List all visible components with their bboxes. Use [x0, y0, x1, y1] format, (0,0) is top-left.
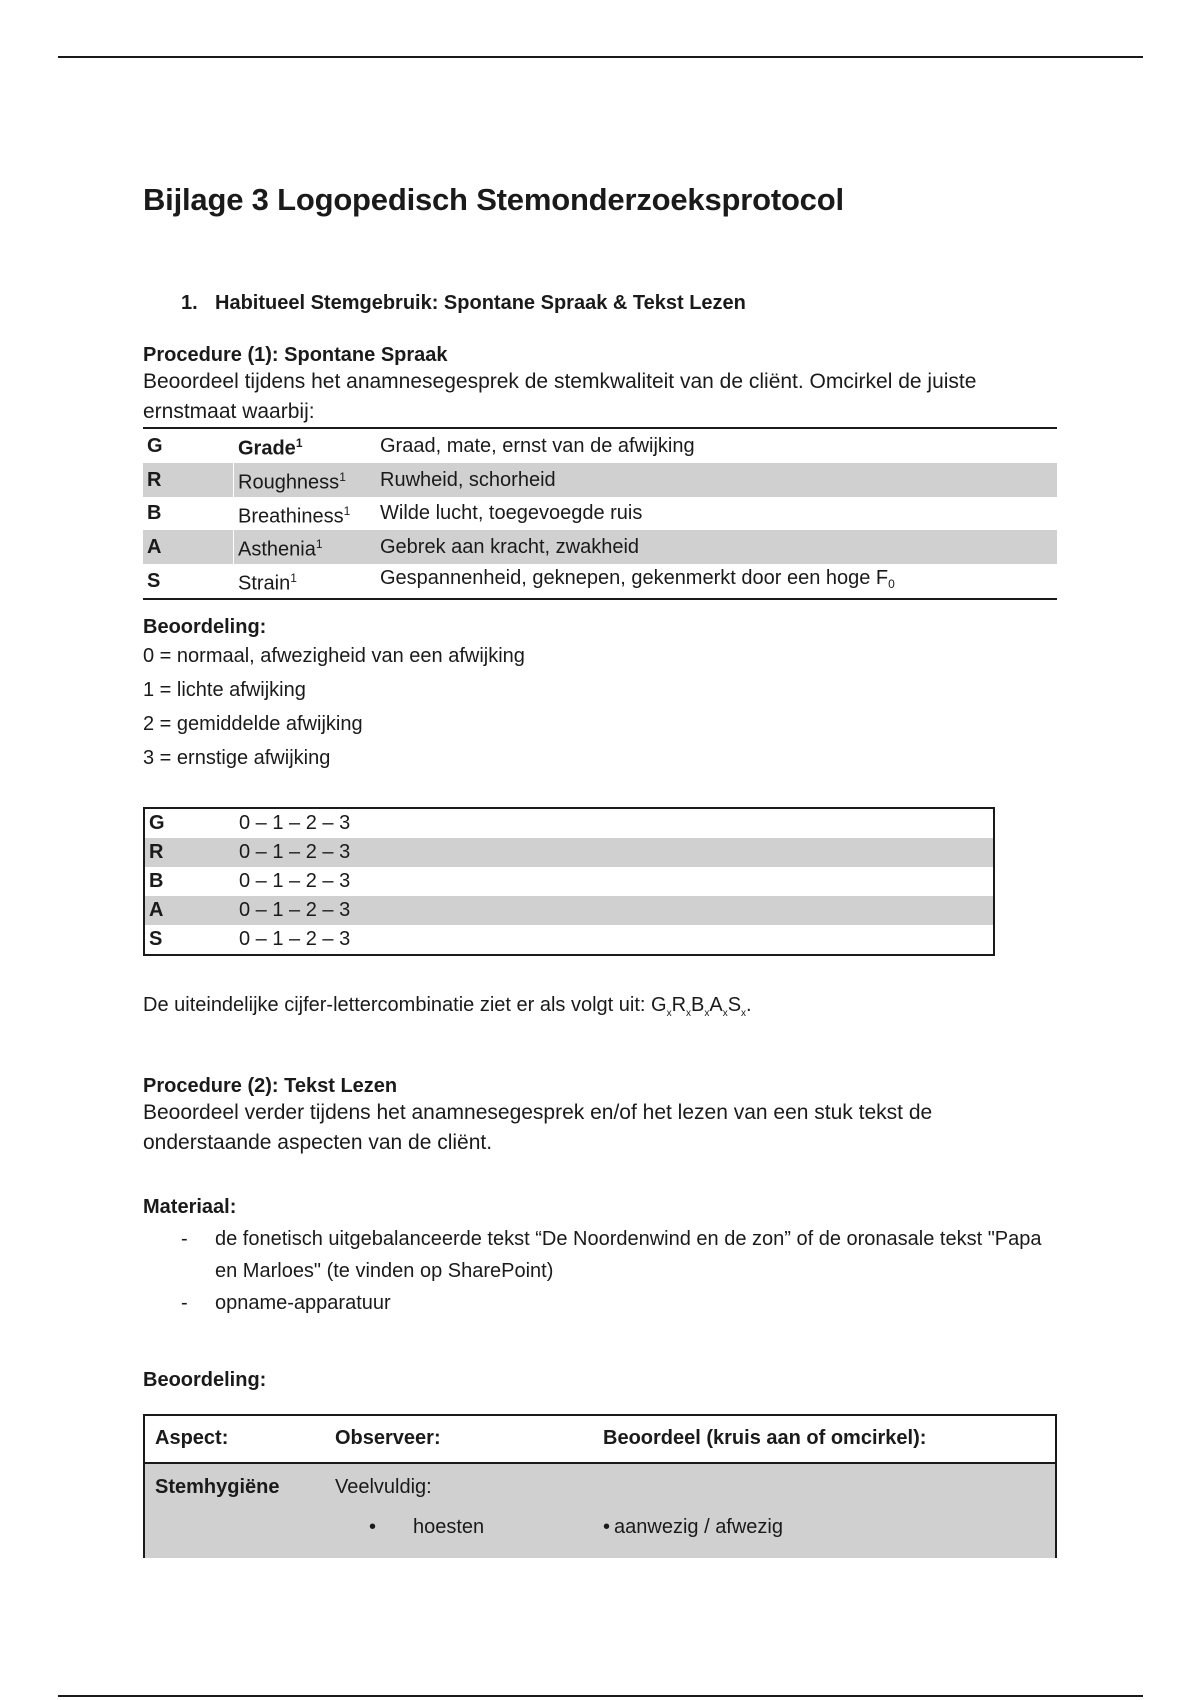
table-row — [144, 808, 994, 838]
assessment-option[interactable]: • aanwezig / afwezig — [593, 1508, 1056, 1558]
header-rule — [58, 56, 1143, 58]
aspect-name: Stemhygiëne — [144, 1463, 325, 1508]
procedure-1-heading: Procedure (1): Spontane Spraak — [143, 344, 448, 367]
grbas-description: Gespannenheid, geknepen, gekenmerkt door een hoge $F_0$ — [380, 566, 895, 591]
scale-line: 1 = lichte afwijking — [143, 678, 306, 701]
grbas-description: Wilde lucht, toegevoegde ruis — [380, 502, 643, 525]
final-combination: De uiteindelijke cijfer-lettercombinatie ziet er als volgt uit: $G_xR_xB_xA_xS_x$. — [143, 993, 752, 1019]
table-row — [144, 896, 994, 925]
grbas-description: Gebrek aan kracht, zwakheid — [376, 530, 1057, 564]
section-number: 1. — [181, 292, 198, 315]
procedure-1 — [143, 344, 1063, 427]
table-row — [144, 838, 994, 867]
table-header-row — [144, 1415, 1056, 1463]
table-row — [144, 1508, 1056, 1558]
grbas-term: Strain$^1$ — [234, 564, 377, 599]
table-row — [144, 925, 994, 955]
footer-rule — [58, 1695, 1143, 1697]
scale-letter: G — [149, 811, 165, 834]
section-title: Habitueel Stemgebruik: Spontane Spraak & Tekst Lezen — [215, 292, 746, 315]
procedure-2 — [143, 1075, 1063, 1158]
grbas-letter: B — [147, 502, 162, 525]
table-row — [144, 867, 994, 896]
grbas-term: Asthenia$^1$ — [234, 530, 377, 564]
grbas-letter: A — [143, 530, 234, 564]
bullet-icon: • — [369, 1515, 377, 1538]
grbas-description: Ruwheid, schorheid — [376, 463, 1057, 497]
list-item: - opname-apparatuur — [181, 1291, 391, 1314]
beoordeling-2 — [143, 1369, 1063, 1392]
scale-letter: B — [149, 869, 164, 892]
grbas-term: Grade$^1$ — [234, 428, 377, 463]
column-header-observeer: Observeer: — [325, 1415, 593, 1463]
page-title: Bijlage 3 Logopedisch Stemonderzoeksprotocol — [143, 182, 844, 217]
observe-label: Veelvuldig: — [325, 1463, 593, 1508]
page-content — [143, 180, 1063, 1558]
bullet-icon: • — [603, 1515, 611, 1538]
grbas-letter: S — [147, 569, 161, 592]
scale-letter: R — [144, 838, 235, 867]
empty-cell — [144, 1508, 325, 1558]
scale-letter: A — [144, 896, 235, 925]
empty-cell — [593, 1463, 1056, 1508]
table-row — [144, 1463, 1056, 1508]
column-header-aspect: Aspect: — [144, 1415, 325, 1463]
procedure-1-text: Beoordeel tijdens het anamnesegesprek de stemkwaliteit van de cliënt. Omcirkel de juiste ernstmaat waarbij: — [143, 370, 977, 424]
grbas-term: Breathiness$^1$ — [234, 497, 377, 531]
beoordeling-1-heading: Beoordeling: — [143, 615, 267, 638]
beoordeling-1 — [143, 616, 1063, 775]
column-header-beoordeel: Beoordeel (kruis aan of omcirkel): — [593, 1415, 1056, 1463]
scale-options[interactable]: 0 – 1 – 2 – 3 — [235, 896, 994, 925]
scale-line: 0 = normaal, afwezigheid van een afwijking — [143, 644, 525, 667]
grbas-letter: G — [147, 435, 163, 458]
scale-options[interactable]: 0 – 1 – 2 – 3 — [239, 811, 351, 834]
table-row — [143, 497, 1057, 531]
scale-options[interactable]: 0 – 1 – 2 – 3 — [235, 838, 994, 867]
table-row — [143, 428, 1057, 463]
scale-line: 2 = gemiddelde afwijking — [143, 712, 363, 735]
grbas-term: Roughness$^1$ — [234, 463, 377, 497]
materiaal — [143, 1196, 1063, 1319]
scale-options[interactable]: 0 – 1 – 2 – 3 — [239, 927, 351, 950]
list-item: - de fonetisch uitgebalanceerde tekst “De Noordenwind en de zon” of de oronasale tekst "Papa en Marloes" (te vinden op SharePoint) — [181, 1227, 1042, 1282]
scale-line: 3 = ernstige afwijking — [143, 746, 331, 769]
scale-letter: S — [149, 927, 163, 950]
grbas-description: Graad, mate, ernst van de afwijking — [380, 435, 695, 458]
scale-table — [143, 807, 995, 956]
materiaal-heading: Materiaal: — [143, 1195, 237, 1218]
table-row — [143, 564, 1057, 599]
procedure-2-text: Beoordeel verder tijdens het anamnesegesprek en/of het lezen van een stuk tekst de onderstaande aspecten van de cliënt. — [143, 1100, 933, 1154]
aspect-table — [143, 1414, 1057, 1558]
observe-item: • hoesten — [325, 1508, 593, 1558]
procedure-2-heading: Procedure (2): Tekst Lezen — [143, 1074, 398, 1097]
section-heading — [181, 292, 1063, 315]
grbas-letter: R — [143, 463, 234, 497]
scale-options[interactable]: 0 – 1 – 2 – 3 — [239, 869, 351, 892]
table-row — [143, 530, 1057, 564]
beoordeling-2-heading: Beoordeling: — [143, 1368, 267, 1391]
table-row — [143, 463, 1057, 497]
grbas-table — [143, 427, 1057, 600]
